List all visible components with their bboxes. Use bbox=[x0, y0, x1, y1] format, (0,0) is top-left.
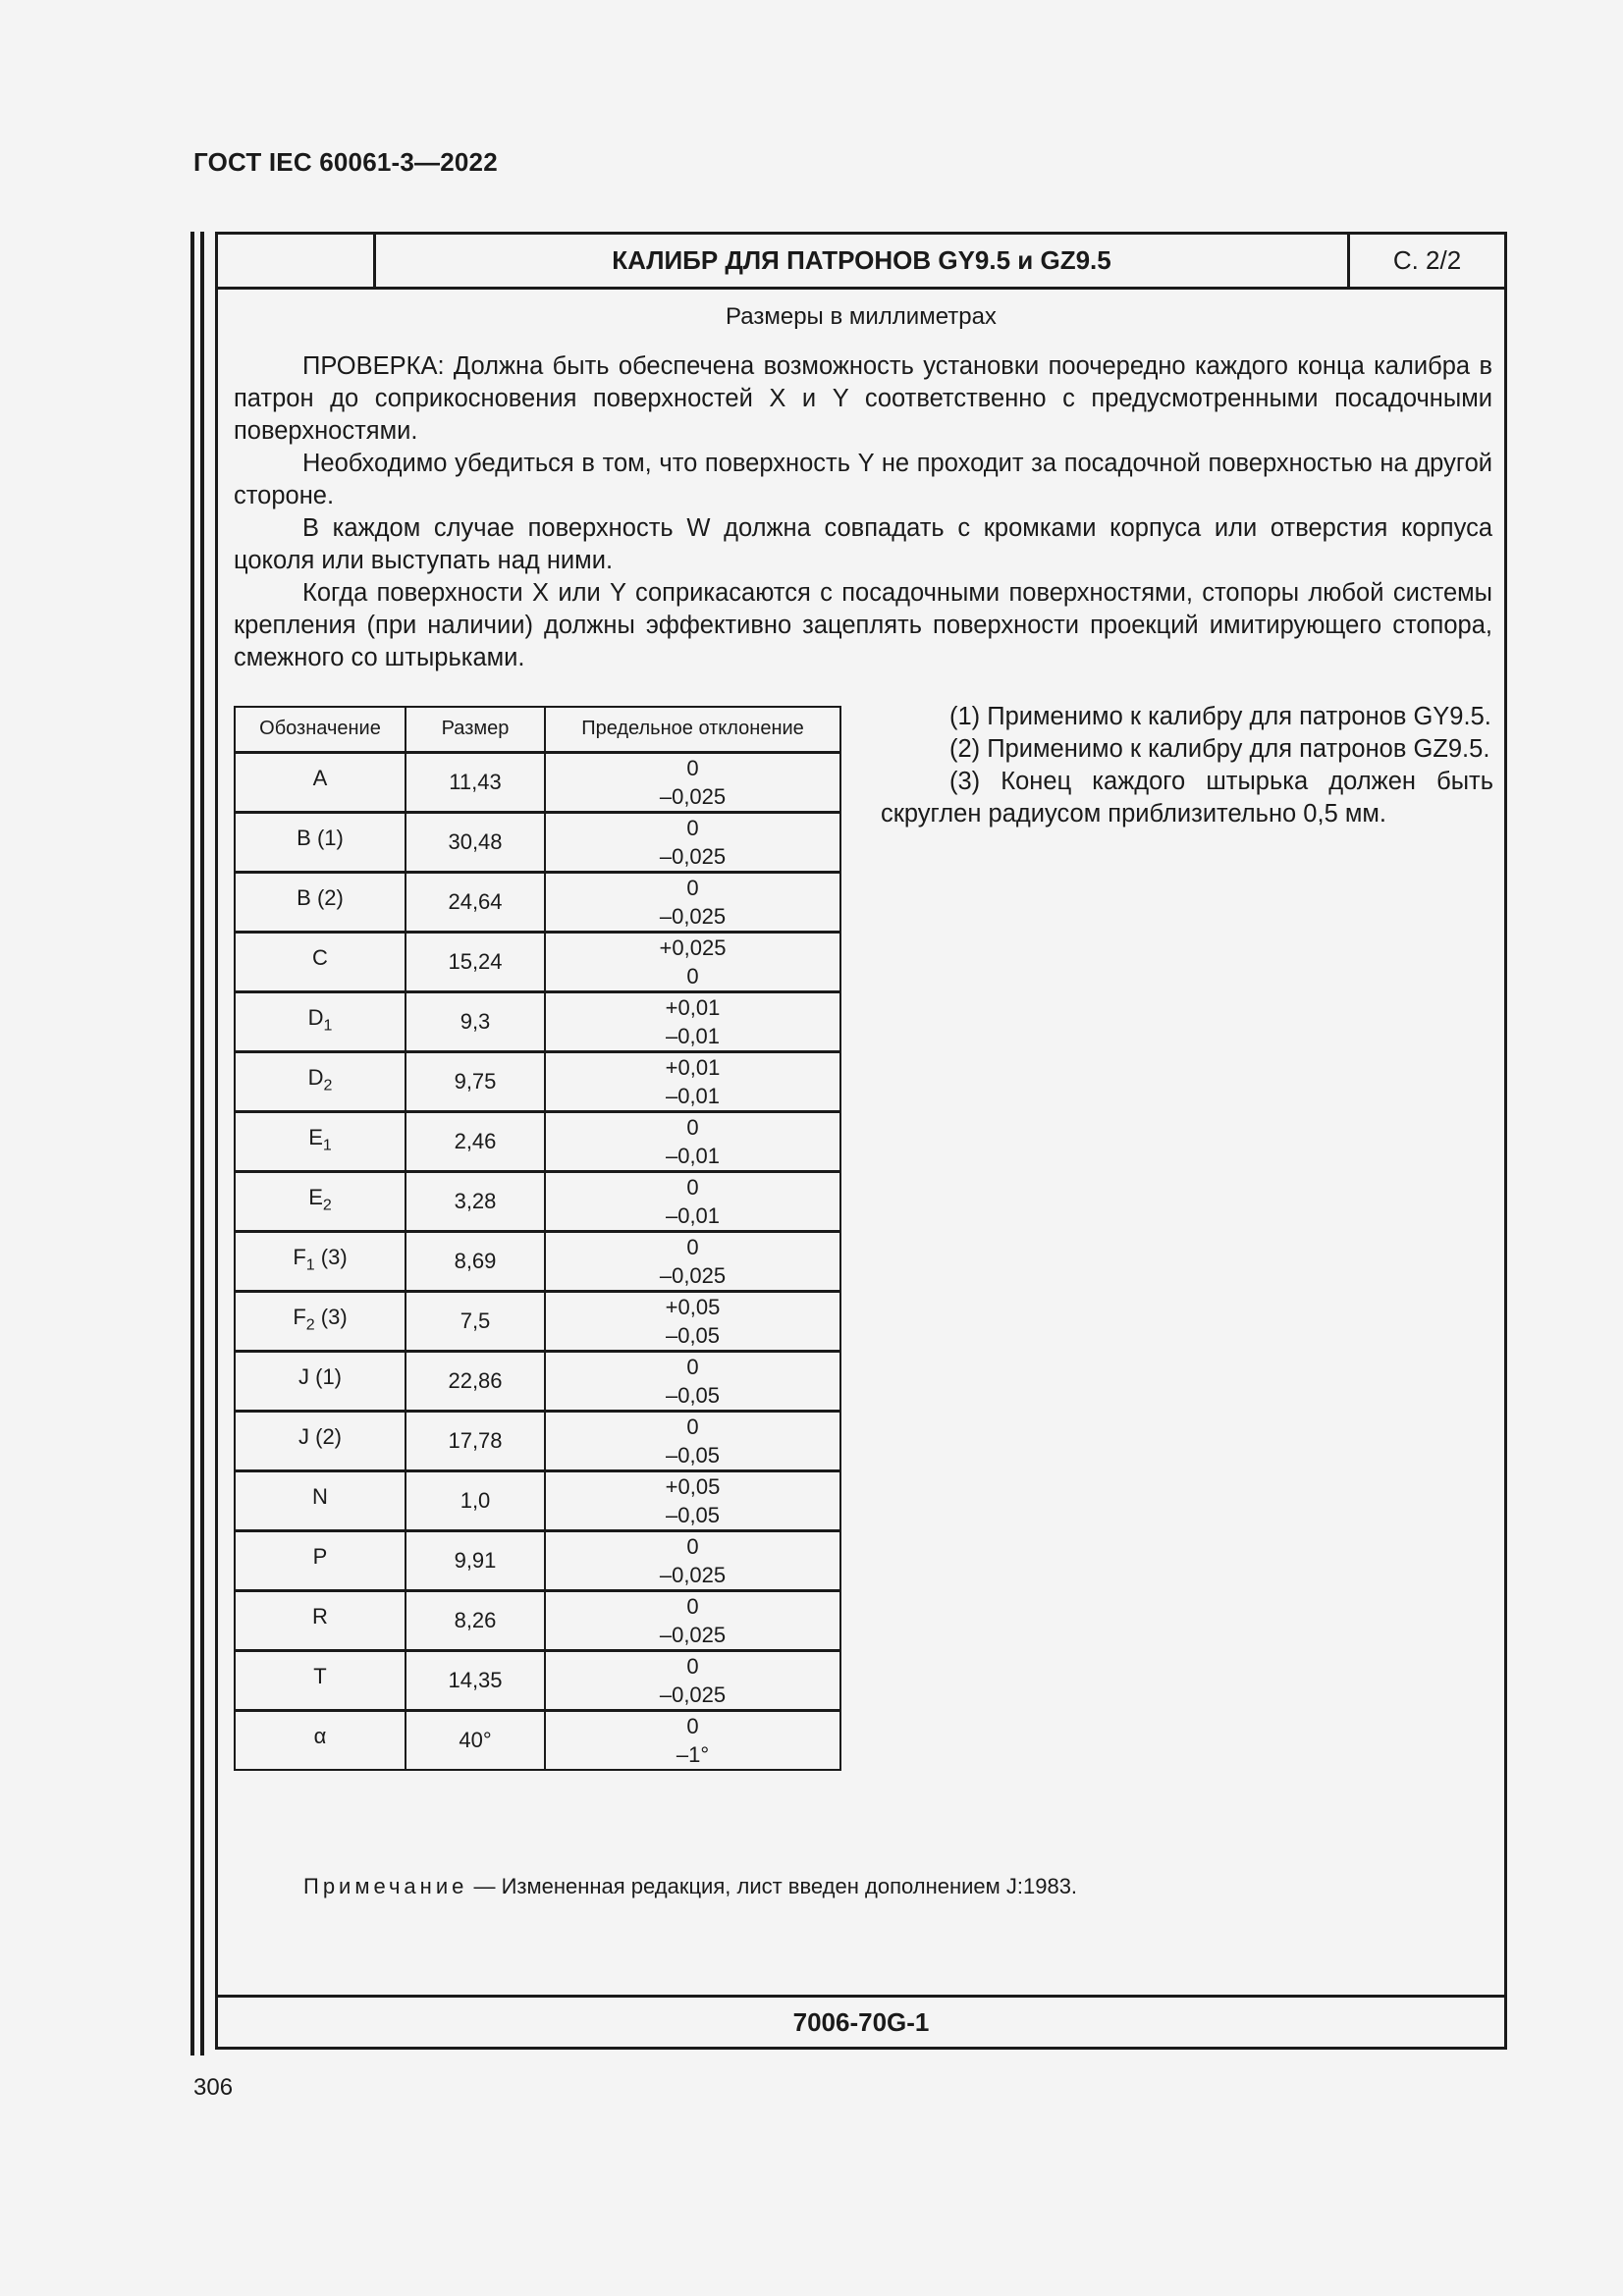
designation-symbol: P bbox=[312, 1543, 328, 1569]
deviation-lower: –0,05 bbox=[665, 1502, 721, 1527]
paragraph: Когда поверхности X или Y соприкасаются с посадочными поверхностями, стопоры любой системы крепления (при наличии) должны эффективно зацеплять поверхности проекций имитирующего стопора, смежного со штырьками. bbox=[234, 579, 1492, 671]
deviation-lower: –0,025 bbox=[659, 1682, 727, 1707]
cell-size: 22,86 bbox=[406, 1351, 545, 1411]
footnote-text: — Измененная редакция, лист введен дополнением J:1983. bbox=[467, 1874, 1078, 1898]
table-row bbox=[235, 1470, 840, 1530]
designation-symbol: N bbox=[312, 1483, 328, 1509]
title-row bbox=[218, 235, 1504, 290]
cell-size: 9,3 bbox=[406, 991, 545, 1051]
designation-subscript: 1 bbox=[322, 1137, 332, 1154]
deviation-lower: –0,025 bbox=[659, 1262, 727, 1288]
cell-designation bbox=[235, 812, 406, 872]
cell-designation bbox=[235, 1710, 406, 1770]
designation-symbol: T bbox=[313, 1663, 327, 1688]
deviation-upper: 0 bbox=[686, 755, 699, 780]
cell-designation bbox=[235, 1111, 406, 1171]
table-row bbox=[235, 1650, 840, 1710]
table-row bbox=[235, 752, 840, 812]
table-row bbox=[235, 1411, 840, 1470]
margin-bar-right bbox=[200, 232, 204, 2056]
cell-deviation bbox=[545, 932, 840, 991]
cell-deviation bbox=[545, 1231, 840, 1291]
deviation-upper: +0,05 bbox=[665, 1473, 721, 1499]
designation-symbol: E bbox=[308, 1184, 323, 1209]
cell-deviation bbox=[545, 1650, 840, 1710]
deviation-upper: 0 bbox=[686, 1354, 699, 1379]
cell-designation bbox=[235, 1470, 406, 1530]
cell-designation bbox=[235, 1171, 406, 1231]
designation-symbol: F bbox=[293, 1304, 306, 1329]
deviation-upper: +0,025 bbox=[659, 934, 727, 960]
designation-symbol: A bbox=[312, 765, 328, 790]
deviation-lower: –0,025 bbox=[659, 1562, 727, 1587]
deviation-lower: –0,025 bbox=[659, 783, 727, 809]
deviation-upper: 0 bbox=[686, 815, 699, 840]
deviation-upper: 0 bbox=[686, 1234, 699, 1259]
deviation-upper: 0 bbox=[686, 1653, 699, 1679]
cell-size: 14,35 bbox=[406, 1650, 545, 1710]
table-row bbox=[235, 1351, 840, 1411]
table-row bbox=[235, 1111, 840, 1171]
deviation-lower: –1° bbox=[676, 1741, 710, 1767]
cell-size: 8,69 bbox=[406, 1231, 545, 1291]
table-row bbox=[235, 1590, 840, 1650]
paragraph: Необходимо убедиться в том, что поверхность Y не проходит за посадочной поверхностью на другой стороне. bbox=[234, 450, 1492, 509]
page-number: 306 bbox=[193, 2074, 234, 2101]
designation-symbol: B (2) bbox=[297, 884, 344, 910]
cell-size: 9,91 bbox=[406, 1530, 545, 1590]
table-row bbox=[235, 932, 840, 991]
deviation-upper: 0 bbox=[686, 1593, 699, 1619]
units-caption: Размеры в миллиметрах bbox=[726, 303, 997, 330]
margin-bar-left bbox=[190, 232, 194, 2056]
deviation-lower: –0,025 bbox=[659, 1622, 727, 1647]
designation-subscript: 1 bbox=[305, 1256, 315, 1274]
cell-designation bbox=[235, 1650, 406, 1710]
designation-suffix: (3) bbox=[314, 1244, 348, 1269]
cell-designation bbox=[235, 991, 406, 1051]
deviation-lower: –0,05 bbox=[665, 1322, 721, 1348]
header-designation: Обозначение bbox=[235, 707, 406, 752]
designation-symbol: R bbox=[312, 1603, 328, 1629]
designation-symbol: B (1) bbox=[297, 825, 344, 850]
cell-deviation bbox=[545, 872, 840, 932]
table-row bbox=[235, 991, 840, 1051]
sheet-frame bbox=[215, 232, 1507, 2050]
cell-deviation bbox=[545, 812, 840, 872]
sheet-page-ref: С. 2/2 bbox=[1392, 245, 1462, 275]
cell-deviation bbox=[545, 1470, 840, 1530]
deviation-lower: –0,05 bbox=[665, 1442, 721, 1468]
table-row bbox=[235, 872, 840, 932]
table-row bbox=[235, 812, 840, 872]
table-row bbox=[235, 1710, 840, 1770]
body-text bbox=[234, 350, 1492, 674]
cell-designation bbox=[235, 1411, 406, 1470]
deviation-upper: +0,01 bbox=[665, 994, 721, 1020]
table-row bbox=[235, 1530, 840, 1590]
deviation-upper: 0 bbox=[686, 1533, 699, 1559]
deviation-lower: –0,01 bbox=[665, 1023, 721, 1048]
cell-designation bbox=[235, 752, 406, 812]
cell-size: 17,78 bbox=[406, 1411, 545, 1470]
cell-size: 11,43 bbox=[406, 752, 545, 812]
table-header-row bbox=[235, 707, 840, 752]
designation-subscript: 2 bbox=[323, 1077, 333, 1095]
deviation-upper: 0 bbox=[686, 1414, 699, 1439]
notes-block bbox=[881, 701, 1493, 830]
paragraph: ПРОВЕРКА: Должна быть обеспечена возможность установки поочередно каждого конца калибра в патрон до соприкосновения поверхностей X и Y соответственно с предусмотренными посадочными поверхностями. bbox=[234, 352, 1492, 445]
cell-deviation bbox=[545, 752, 840, 812]
header-size: Размер bbox=[406, 707, 545, 752]
designation-subscript: 2 bbox=[305, 1316, 315, 1334]
cell-designation bbox=[235, 932, 406, 991]
cell-size: 24,64 bbox=[406, 872, 545, 932]
designation-symbol: D bbox=[307, 1004, 324, 1030]
cell-size: 15,24 bbox=[406, 932, 545, 991]
deviation-lower: –0,05 bbox=[665, 1382, 721, 1408]
footnote-label: Примечание bbox=[303, 1874, 468, 1898]
cell-deviation bbox=[545, 1411, 840, 1470]
deviation-lower: –0,01 bbox=[665, 1143, 721, 1168]
sheet-code: 7006-70G-1 bbox=[218, 1995, 1504, 2047]
cell-deviation bbox=[545, 991, 840, 1051]
designation-subscript: 2 bbox=[322, 1197, 332, 1214]
cell-size: 40° bbox=[406, 1710, 545, 1770]
cell-size: 2,46 bbox=[406, 1111, 545, 1171]
table-row bbox=[235, 1231, 840, 1291]
designation-symbol: E bbox=[308, 1124, 323, 1149]
cell-deviation bbox=[545, 1590, 840, 1650]
designation-symbol: D bbox=[307, 1064, 324, 1090]
designation-suffix: (3) bbox=[314, 1304, 348, 1329]
table-row bbox=[235, 1291, 840, 1351]
deviation-lower: –0,01 bbox=[665, 1083, 721, 1108]
deviation-upper: 0 bbox=[686, 1174, 699, 1200]
table-row bbox=[235, 1171, 840, 1231]
deviation-lower: 0 bbox=[686, 963, 699, 988]
cell-deviation bbox=[545, 1530, 840, 1590]
deviation-upper: 0 bbox=[686, 875, 699, 900]
cell-size: 3,28 bbox=[406, 1171, 545, 1231]
document-header: ГОСТ IEC 60061-3—2022 bbox=[193, 147, 498, 177]
cell-deviation bbox=[545, 1171, 840, 1231]
deviation-upper: +0,01 bbox=[665, 1054, 721, 1080]
cell-deviation bbox=[545, 1710, 840, 1770]
designation-symbol: J (1) bbox=[298, 1363, 342, 1389]
deviation-lower: –0,025 bbox=[659, 843, 727, 869]
designation-symbol: C bbox=[312, 944, 328, 970]
sheet-title: КАЛИБР ДЛЯ ПАТРОНОВ GY9.5 и GZ9.5 bbox=[376, 235, 1350, 287]
cell-designation bbox=[235, 1590, 406, 1650]
cell-deviation bbox=[545, 1111, 840, 1171]
paragraph: В каждом случае поверхность W должна совпадать с кромками корпуса или отверстия корпуса цоколя или выступать над ними. bbox=[234, 514, 1492, 574]
deviation-lower: –0,01 bbox=[665, 1202, 721, 1228]
cell-designation bbox=[235, 1530, 406, 1590]
title-empty-cell bbox=[218, 235, 376, 287]
cell-size: 9,75 bbox=[406, 1051, 545, 1111]
deviation-lower: –0,025 bbox=[659, 903, 727, 929]
designation-symbol: α bbox=[313, 1723, 327, 1748]
cell-designation bbox=[235, 872, 406, 932]
deviation-upper: +0,05 bbox=[665, 1294, 721, 1319]
cell-size: 30,48 bbox=[406, 812, 545, 872]
cell-size: 1,0 bbox=[406, 1470, 545, 1530]
cell-designation bbox=[235, 1291, 406, 1351]
deviation-upper: 0 bbox=[686, 1713, 699, 1738]
cell-designation bbox=[235, 1231, 406, 1291]
designation-symbol: F bbox=[293, 1244, 306, 1269]
cell-size: 7,5 bbox=[406, 1291, 545, 1351]
table-row bbox=[235, 1051, 840, 1111]
cell-designation bbox=[235, 1051, 406, 1111]
cell-designation bbox=[235, 1351, 406, 1411]
designation-symbol: J (2) bbox=[298, 1423, 342, 1449]
dimensions-table bbox=[234, 706, 841, 1771]
note: (1) Применимо к калибру для патронов GY9.5. bbox=[949, 703, 1491, 730]
cell-deviation bbox=[545, 1351, 840, 1411]
note: (3) Конец каждого штырька должен быть скруглен радиусом приблизительно 0,5 мм. bbox=[881, 768, 1493, 828]
designation-subscript: 1 bbox=[323, 1017, 333, 1035]
cell-deviation bbox=[545, 1051, 840, 1111]
cell-deviation bbox=[545, 1291, 840, 1351]
header-deviation: Предельное отклонение bbox=[545, 707, 840, 752]
note: (2) Применимо к калибру для патронов GZ9.5. bbox=[949, 735, 1490, 763]
cell-size: 8,26 bbox=[406, 1590, 545, 1650]
deviation-upper: 0 bbox=[686, 1114, 699, 1140]
footnote bbox=[303, 1874, 1077, 1899]
